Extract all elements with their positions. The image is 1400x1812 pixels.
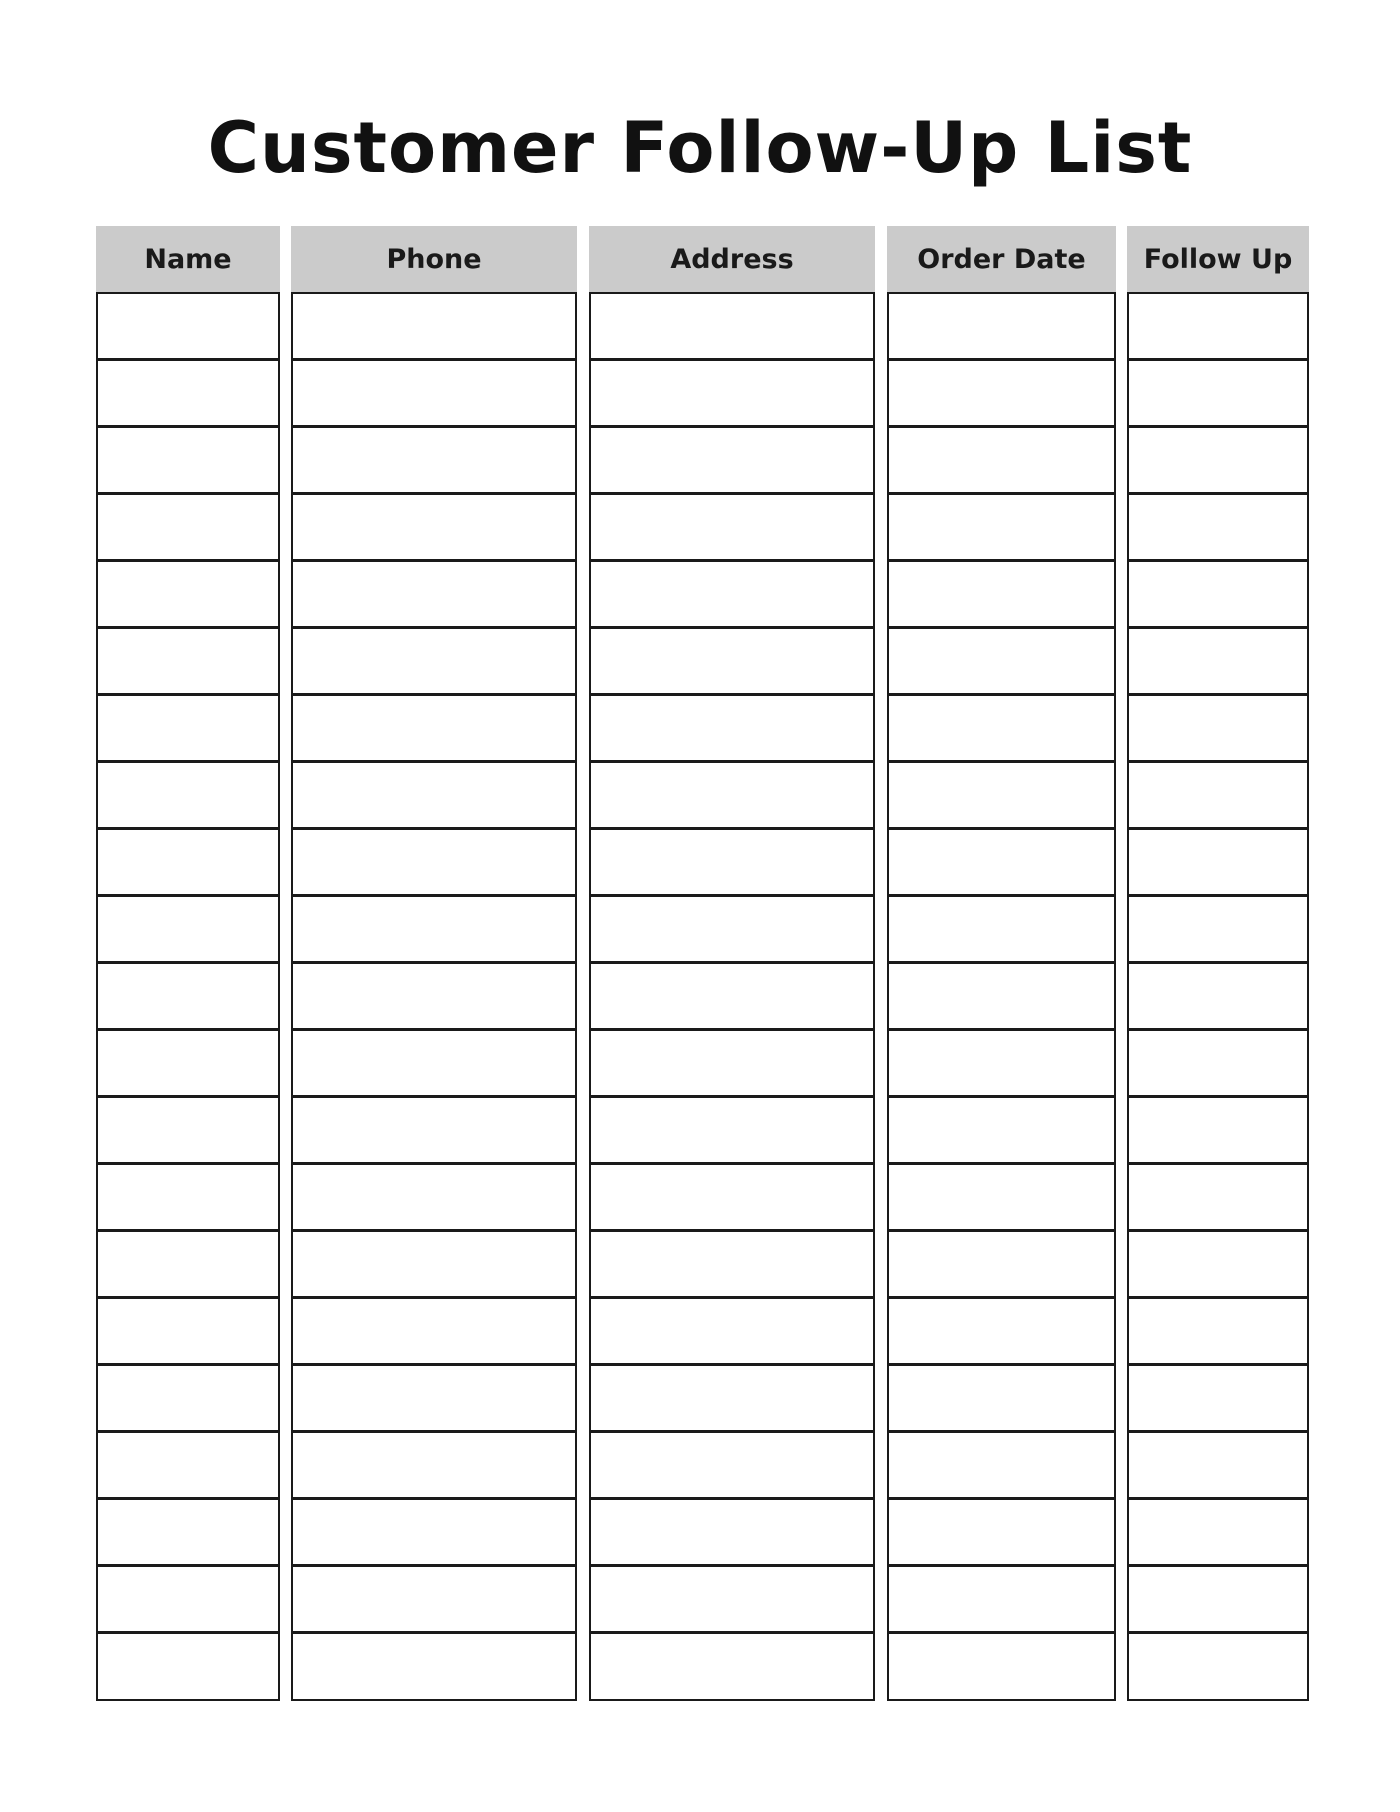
blank-cell[interactable] — [293, 1299, 575, 1366]
column-body-follow-up — [1127, 292, 1309, 1701]
blank-cell[interactable] — [98, 696, 278, 763]
column-body-order-date — [887, 292, 1116, 1701]
blank-cell[interactable] — [1129, 1433, 1307, 1500]
blank-cell[interactable] — [98, 1500, 278, 1567]
column-body-name — [96, 292, 280, 1701]
blank-cell[interactable] — [98, 629, 278, 696]
blank-cell[interactable] — [98, 361, 278, 428]
blank-cell[interactable] — [889, 1500, 1114, 1567]
blank-cell[interactable] — [98, 562, 278, 629]
blank-cell[interactable] — [889, 629, 1114, 696]
blank-cell[interactable] — [889, 696, 1114, 763]
blank-cell[interactable] — [591, 696, 873, 763]
blank-cell[interactable] — [293, 1433, 575, 1500]
blank-cell[interactable] — [591, 562, 873, 629]
column-header-name: Name — [96, 226, 280, 292]
blank-cell[interactable] — [1129, 1366, 1307, 1433]
blank-cell[interactable] — [293, 361, 575, 428]
blank-cell[interactable] — [1129, 1634, 1307, 1699]
blank-cell[interactable] — [889, 1165, 1114, 1232]
blank-cell[interactable] — [591, 1366, 873, 1433]
blank-cell[interactable] — [591, 1299, 873, 1366]
column-header-phone: Phone — [291, 226, 577, 292]
column-body-phone — [291, 292, 577, 1701]
blank-cell[interactable] — [293, 562, 575, 629]
blank-cell[interactable] — [591, 1634, 873, 1699]
blank-cell[interactable] — [98, 1031, 278, 1098]
blank-cell[interactable] — [889, 1031, 1114, 1098]
blank-cell[interactable] — [1129, 897, 1307, 964]
page-title: Customer Follow-Up List — [207, 107, 1193, 189]
blank-cell[interactable] — [889, 495, 1114, 562]
blank-cell[interactable] — [591, 1567, 873, 1634]
blank-cell[interactable] — [1129, 1299, 1307, 1366]
blank-cell[interactable] — [293, 763, 575, 830]
blank-cell[interactable] — [591, 830, 873, 897]
blank-cell[interactable] — [293, 1366, 575, 1433]
blank-cell[interactable] — [889, 428, 1114, 495]
blank-cell[interactable] — [98, 495, 278, 562]
blank-cell[interactable] — [889, 964, 1114, 1031]
column-order-date — [887, 226, 1116, 1701]
blank-cell[interactable] — [1129, 1567, 1307, 1634]
column-address — [589, 226, 875, 1701]
column-phone — [291, 226, 577, 1701]
blank-cell[interactable] — [98, 1433, 278, 1500]
blank-cell[interactable] — [1129, 1165, 1307, 1232]
blank-cell[interactable] — [1129, 1031, 1307, 1098]
blank-cell[interactable] — [98, 763, 278, 830]
blank-cell[interactable] — [591, 1165, 873, 1232]
blank-cell[interactable] — [98, 964, 278, 1031]
blank-cell[interactable] — [591, 629, 873, 696]
blank-cell[interactable] — [98, 1634, 278, 1699]
blank-cell[interactable] — [98, 830, 278, 897]
blank-cell[interactable] — [889, 1634, 1114, 1699]
column-header-follow-up: Follow Up — [1127, 226, 1309, 292]
blank-cell[interactable] — [1129, 629, 1307, 696]
blank-cell[interactable] — [98, 294, 278, 361]
column-name — [96, 226, 280, 1701]
blank-cell[interactable] — [98, 897, 278, 964]
blank-cell[interactable] — [889, 294, 1114, 361]
blank-cell[interactable] — [591, 763, 873, 830]
blank-cell[interactable] — [591, 1232, 873, 1299]
blank-cell[interactable] — [1129, 964, 1307, 1031]
blank-cell[interactable] — [293, 495, 575, 562]
blank-cell[interactable] — [1129, 763, 1307, 830]
blank-cell[interactable] — [293, 1098, 575, 1165]
blank-cell[interactable] — [293, 964, 575, 1031]
blank-cell[interactable] — [591, 964, 873, 1031]
blank-cell[interactable] — [1129, 562, 1307, 629]
blank-cell[interactable] — [591, 361, 873, 428]
column-header-address: Address — [589, 226, 875, 292]
blank-cell[interactable] — [98, 1232, 278, 1299]
blank-cell[interactable] — [98, 428, 278, 495]
blank-cell[interactable] — [591, 428, 873, 495]
blank-cell[interactable] — [889, 1433, 1114, 1500]
blank-cell[interactable] — [889, 562, 1114, 629]
blank-cell[interactable] — [889, 361, 1114, 428]
blank-cell[interactable] — [1129, 1500, 1307, 1567]
blank-cell[interactable] — [889, 1567, 1114, 1634]
blank-cell[interactable] — [591, 1031, 873, 1098]
column-body-address — [589, 292, 875, 1701]
blank-cell[interactable] — [889, 1232, 1114, 1299]
blank-cell[interactable] — [1129, 428, 1307, 495]
blank-cell[interactable] — [1129, 495, 1307, 562]
blank-cell[interactable] — [98, 1567, 278, 1634]
blank-cell[interactable] — [591, 294, 873, 361]
blank-cell[interactable] — [889, 1366, 1114, 1433]
blank-cell[interactable] — [293, 1634, 575, 1699]
column-header-order-date: Order Date — [887, 226, 1116, 292]
blank-cell[interactable] — [293, 1165, 575, 1232]
blank-cell[interactable] — [293, 696, 575, 763]
blank-cell[interactable] — [1129, 294, 1307, 361]
blank-cell[interactable] — [591, 495, 873, 562]
blank-cell[interactable] — [293, 897, 575, 964]
blank-cell[interactable] — [98, 1299, 278, 1366]
blank-cell[interactable] — [591, 1500, 873, 1567]
blank-cell[interactable] — [293, 1567, 575, 1634]
blank-cell[interactable] — [293, 830, 575, 897]
blank-cell[interactable] — [889, 763, 1114, 830]
blank-cell[interactable] — [889, 897, 1114, 964]
column-follow-up — [1127, 226, 1309, 1701]
blank-cell[interactable] — [591, 897, 873, 964]
blank-cell[interactable] — [591, 1098, 873, 1165]
blank-cell[interactable] — [1129, 1232, 1307, 1299]
blank-cell[interactable] — [293, 428, 575, 495]
blank-cell[interactable] — [293, 294, 575, 361]
blank-cell[interactable] — [889, 1299, 1114, 1366]
blank-cell[interactable] — [1129, 1098, 1307, 1165]
blank-cell[interactable] — [98, 1366, 278, 1433]
blank-cell[interactable] — [1129, 361, 1307, 428]
blank-cell[interactable] — [889, 1098, 1114, 1165]
blank-cell[interactable] — [98, 1165, 278, 1232]
blank-cell[interactable] — [293, 1500, 575, 1567]
blank-cell[interactable] — [591, 1433, 873, 1500]
blank-cell[interactable] — [293, 1232, 575, 1299]
blank-cell[interactable] — [293, 629, 575, 696]
blank-cell[interactable] — [1129, 696, 1307, 763]
blank-cell[interactable] — [98, 1098, 278, 1165]
blank-cell[interactable] — [293, 1031, 575, 1098]
blank-cell[interactable] — [1129, 830, 1307, 897]
blank-cell[interactable] — [889, 830, 1114, 897]
